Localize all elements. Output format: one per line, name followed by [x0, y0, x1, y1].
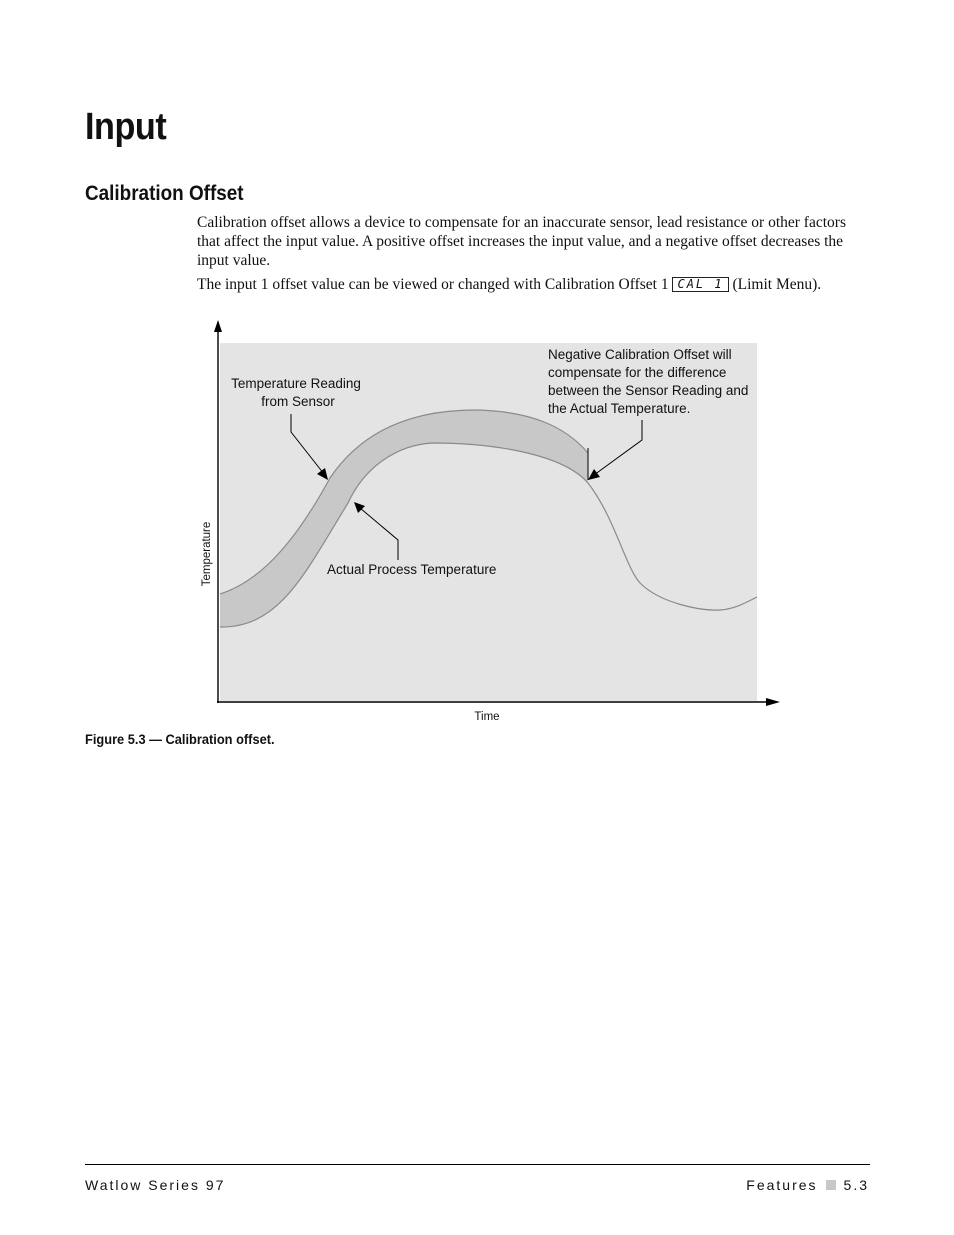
callout-sensor-reading-line1: Temperature Reading	[231, 376, 361, 391]
x-axis-arrowhead	[766, 698, 780, 706]
callout-actual-temperature: Actual Process Temperature	[327, 562, 497, 577]
y-axis-arrowhead	[214, 320, 222, 332]
section-title: Calibration Offset	[85, 182, 244, 205]
footer-divider	[85, 1164, 870, 1165]
callout-negative-offset-line1: Negative Calibration Offset will	[548, 347, 732, 362]
page-title: Input	[85, 106, 167, 148]
x-axis-label: Time	[474, 711, 500, 723]
callout-negative-offset-line2: compensate for the difference	[548, 365, 727, 380]
callout-sensor-reading-line2: from Sensor	[261, 394, 335, 409]
callout-negative-offset-line4: the Actual Temperature.	[548, 401, 691, 416]
footer-section: Features	[746, 1177, 818, 1193]
footer-product-name: Watlow Series 97	[85, 1177, 226, 1193]
footer-page-number: 5.3	[843, 1177, 869, 1193]
calibration-offset-figure	[190, 318, 790, 730]
y-axis-label: Temperature	[201, 521, 213, 587]
paragraph-offset-menu-suffix: (Limit Menu).	[732, 276, 822, 293]
callout-negative-offset-line3: between the Sensor Reading and	[548, 383, 749, 398]
footer-page-info	[746, 1177, 869, 1193]
paragraph-offset-menu	[197, 275, 865, 294]
paragraph-calibration-description: Calibration offset allows a device to compensate for an inaccurate sensor, lead resistance or other factors that affect the input value. A positive offset increases the input value, and a negative offset decreases the input value.	[197, 214, 846, 269]
separator-square-icon	[826, 1180, 836, 1190]
lcd-code-cal1: CAL 1	[672, 277, 728, 292]
figure-caption: Figure 5.3 — Calibration offset.	[85, 732, 275, 747]
paragraph-offset-menu-text: The input 1 offset value can be viewed or changed with Calibration Offset 1	[197, 276, 669, 293]
